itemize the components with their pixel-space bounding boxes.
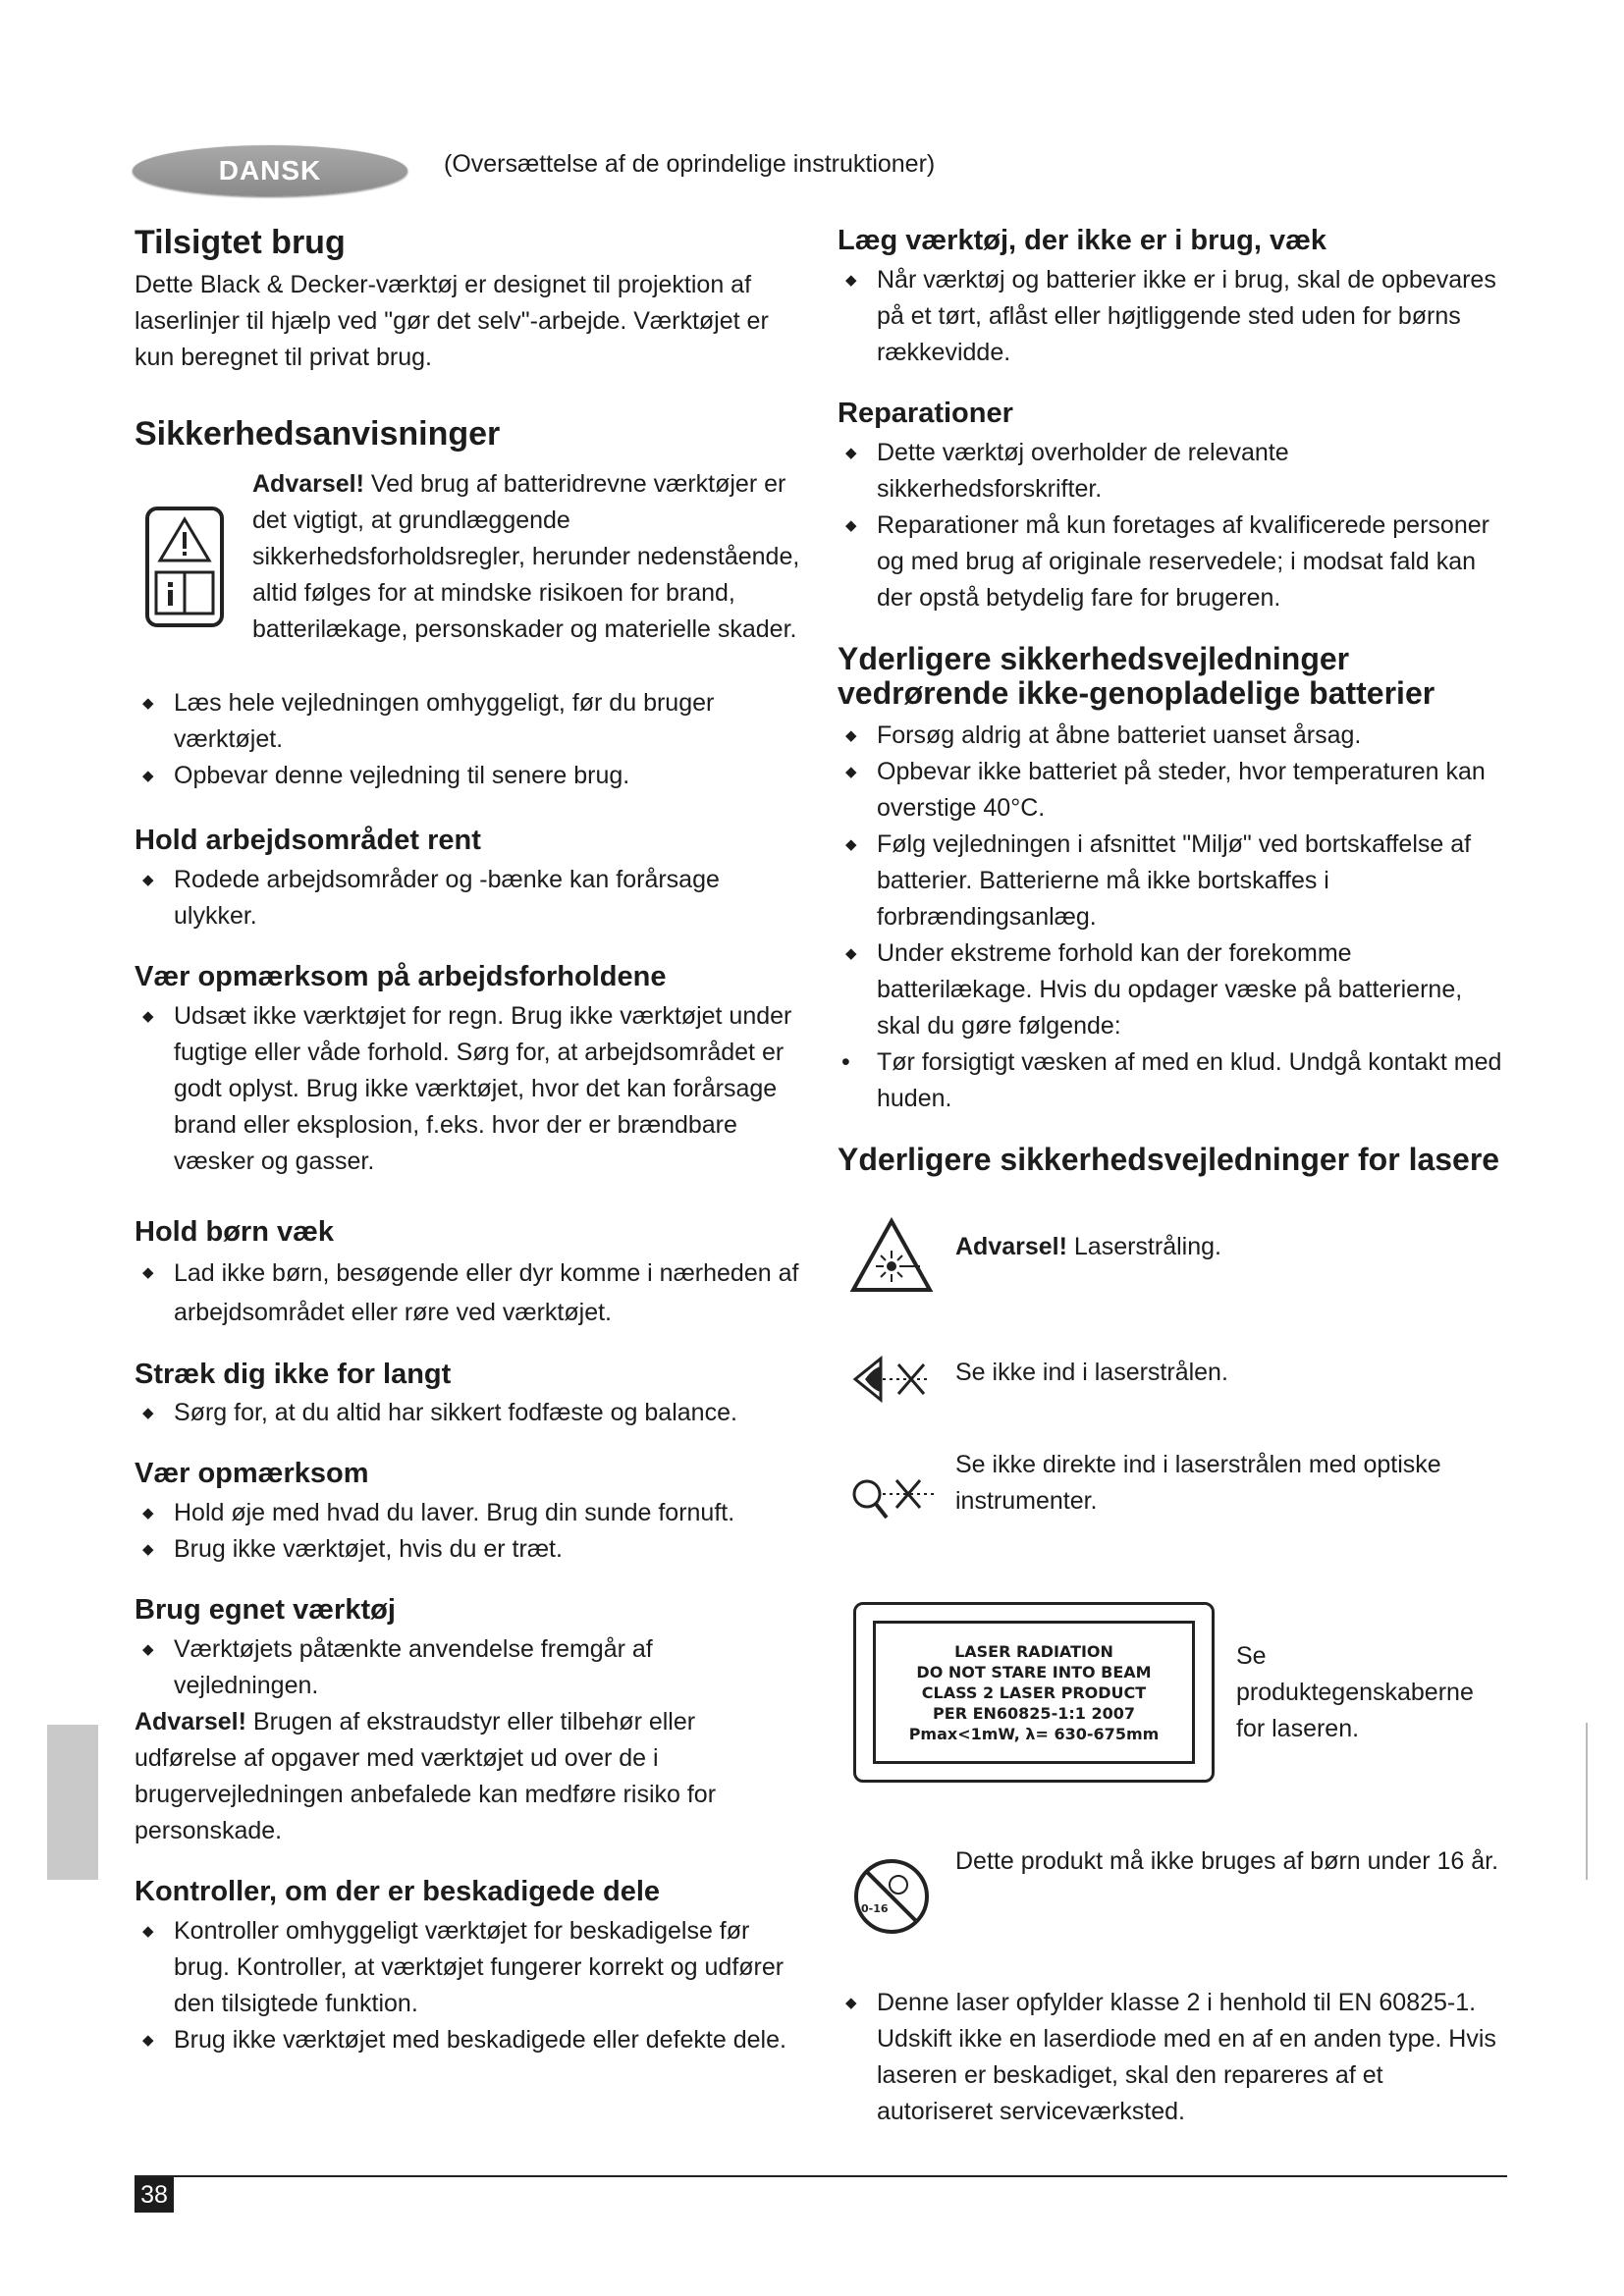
list-item: ◆ Udsæt ikke værktøjet for regn. Brug ikke værktøjet under fugtige eller våde forhold. Sørg for, at arbejdsområdet er godt oplyst. Brug ikke værktøjet, hvor det kan forårsage brand eller eksplosion, f.eks. hvor der er brændbare væsker og gasser. — [135, 998, 802, 1180]
heading-intended-use: Tilsigtet brug — [135, 224, 346, 261]
section-storage — [838, 224, 1505, 371]
magnifier-no-optics-icon — [847, 1463, 936, 1531]
section-intended-use — [135, 224, 802, 376]
no-optics-text: Se ikke direkte ind i laserstrålen med optiske instrumenter. — [955, 1451, 1441, 1516]
section-batteries — [838, 642, 1505, 1118]
no-children-under-16-icon — [847, 1847, 936, 1936]
age-restriction-text: Dette produkt må ikke bruges af børn under 16 år. — [955, 1847, 1499, 1876]
page-edge-line — [1586, 1723, 1588, 1880]
list-item: ◆ Lad ikke børn, besøgende eller dyr komme i nærheden af arbejdsområdet eller røre ved værktøjet. — [135, 1254, 802, 1332]
heading-damaged-parts: Kontroller, om der er beskadigede dele — [135, 1875, 661, 1907]
section-damaged-parts — [135, 1875, 802, 2058]
laser-class-label — [853, 1602, 1215, 1783]
heading-storage: Læg værktøj, der ikke er i brug, væk — [838, 225, 1326, 256]
list-item: ◆ Rodede arbejdsområder og -bænke kan forårsage ulykker. — [135, 862, 802, 934]
section-lasers — [838, 1143, 1505, 2130]
section-repairs — [838, 397, 1505, 616]
list-item: ◆ Reparationer må kun foretages af kvalificerede personer og med brug af originale reservedele; i modsat fald kan der opstå betydelig fare for brugeren. — [838, 507, 1505, 616]
list-item: ◆ Dette værktøj overholder de relevante sikkerhedsforskrifter. — [838, 435, 1505, 507]
eye-no-stare-icon — [847, 1345, 936, 1414]
no-stare-row — [838, 1345, 1505, 1414]
warning-body: Brugen af ekstraudstyr eller tilbehør eller udførelse af opgaver med værktøjet ud over de i brugervejledningen anbefalede kan medføre risiko for personskade. — [135, 1707, 717, 1844]
heading-batteries: Yderligere sikkerhedsvejledninger vedrørende ikke-genopladelige batterier — [838, 640, 1435, 712]
list-item: ◆ Læs hele vejledningen omhyggeligt, før du bruger værktøjet. — [135, 685, 802, 758]
heading-repairs: Reparationer — [838, 397, 1013, 429]
warning-label: Advarsel! — [252, 470, 364, 499]
laser-warning-row — [838, 1217, 1505, 1296]
list-item: ◆ Opbevar ikke batteriet på steder, hvor temperaturen kan overstige 40°C. — [838, 754, 1505, 827]
list-item: ◆ Brug ikke værktøjet, hvis du er træt. — [135, 1531, 802, 1568]
warning-body: Laserstråling. — [1066, 1233, 1221, 1261]
list-item: ◆ Brug ikke værktøjet med beskadigede eller defekte dele. — [135, 2022, 802, 2058]
safety-bullets — [135, 685, 802, 794]
list-item: ◆ Når værktøj og batterier ikke er i brug, skal de opbevares på et tørt, aflåst eller højtliggende sted uden for børns rækkevidde. — [838, 262, 1505, 371]
age-restriction-row — [838, 1843, 1505, 1936]
label-line: CLASS 2 LASER PRODUCT — [921, 1682, 1147, 1702]
warning-body: Ved brug af batteridrevne værktøjer er det vigtigt, at grundlæggende sikkerhedsforholdsregler, herunder nedenstående, altid følges for at mindske risikoen for brand, batterilækage, personskader og materielle skader. — [252, 470, 800, 644]
label-line: DO NOT STARE INTO BEAM — [916, 1662, 1152, 1682]
translation-note: (Oversættelse af de oprindelige instruktioner) — [444, 150, 936, 178]
intended-use-text: Dette Black & Decker-værktøj er designet til projektion af laserlinjer til hjælp ved "gør det selv"-arbejde. Værktøjet er kun beregnet til privat brug. — [135, 271, 769, 372]
language-badge: DANSK — [133, 145, 407, 196]
list-item: ◆ Hold øje med hvad du laver. Brug din sunde fornuft. — [135, 1495, 802, 1531]
heading-right-tool: Brug egnet værktøj — [135, 1594, 396, 1627]
warning-label: Advarsel! — [955, 1233, 1067, 1261]
list-item: • Tør forsigtigt væsken af med en klud. Undgå kontakt med huden. — [838, 1044, 1505, 1117]
section-conditions — [135, 960, 802, 1180]
list-item: ◆ Kontroller omhyggeligt værktøjet for beskadigelse før brug. Kontroller, at værktøjet fungerer korrekt og udfører den tilsigtede funktion. — [135, 1913, 802, 2022]
heading-alert: Vær opmærksom — [135, 1458, 369, 1490]
heading-safety: Sikkerhedsanvisninger — [135, 415, 501, 454]
laser-warning-text — [955, 1229, 1221, 1265]
list-item: ◆ Opbevar denne vejledning til senere brug. — [135, 758, 802, 794]
right-column — [838, 224, 1505, 2130]
safety-warning — [144, 466, 802, 648]
list-item: ◆ Forsøg aldrig at åbne batteriet uanset årsag. — [838, 718, 1505, 754]
label-caption: Se produktegenskaberne for laseren. — [1236, 1641, 1474, 1742]
heading-conditions: Vær opmærksom på arbejdsforholdene — [135, 960, 667, 992]
list-item: ◆ Under ekstreme forhold kan der forekomme batterilækage. Hvis du opdager væske på batterierne, skal du gøre følgende: — [838, 935, 1505, 1044]
list-item: ◆ Denne laser opfylder klasse 2 i henhold til EN 60825-1. Udskift ikke en laserdiode med en af en anden type. Hvis laseren er beskadiget, skal den repareres af et autoriseret serviceværksted. — [838, 1985, 1505, 2130]
heading-work-area: Hold arbejdsområdet rent — [135, 825, 481, 857]
age-icon-text: 0-16 — [861, 1902, 889, 1916]
no-optics-row — [838, 1447, 1505, 1531]
heading-overreach: Stræk dig ikke for langt — [135, 1358, 452, 1390]
laser-label-inner — [873, 1621, 1195, 1764]
no-stare-text: Se ikke ind i laserstrålen. — [955, 1359, 1228, 1387]
heading-children: Hold børn væk — [135, 1215, 335, 1248]
section-safety — [135, 415, 802, 794]
right-tool-warning — [135, 1704, 802, 1849]
section-right-tool — [135, 1593, 802, 1849]
label-line: Pmax<1mW, λ= 630-675mm — [908, 1724, 1160, 1743]
section-alert — [135, 1457, 802, 1568]
laser-bullets — [838, 1985, 1505, 2130]
left-column — [135, 224, 802, 2084]
label-line: PER EN60825-1:1 2007 — [933, 1703, 1135, 1723]
section-children — [135, 1215, 802, 1332]
section-thumb-tab — [47, 1725, 98, 1880]
read-manual-warning-icon — [144, 506, 225, 628]
heading-lasers: Yderligere sikkerhedsvejledninger for lasere — [838, 1142, 1500, 1178]
laser-label-row — [838, 1602, 1505, 1783]
laser-radiation-icon — [847, 1217, 936, 1296]
safety-warning-text — [252, 466, 802, 648]
list-item: ◆ Værktøjets påtænkte anvendelse fremgår af vejledningen. — [135, 1631, 802, 1704]
label-line: LASER RADIATION — [954, 1641, 1113, 1661]
list-item: ◆ Følg vejledningen i afsnittet "Miljø" ved bortskaffelse af batterier. Batterierne må ikke bortskaffes i forbrændingsanlæg. — [838, 827, 1505, 935]
page-number: 38 — [135, 2177, 174, 2213]
section-work-area — [135, 824, 802, 934]
list-item: ◆ Sørg for, at du altid har sikkert fodfæste og balance. — [135, 1395, 802, 1431]
section-overreach — [135, 1358, 802, 1432]
warning-label: Advarsel! — [135, 1707, 246, 1735]
footer-rule — [135, 2175, 1507, 2177]
